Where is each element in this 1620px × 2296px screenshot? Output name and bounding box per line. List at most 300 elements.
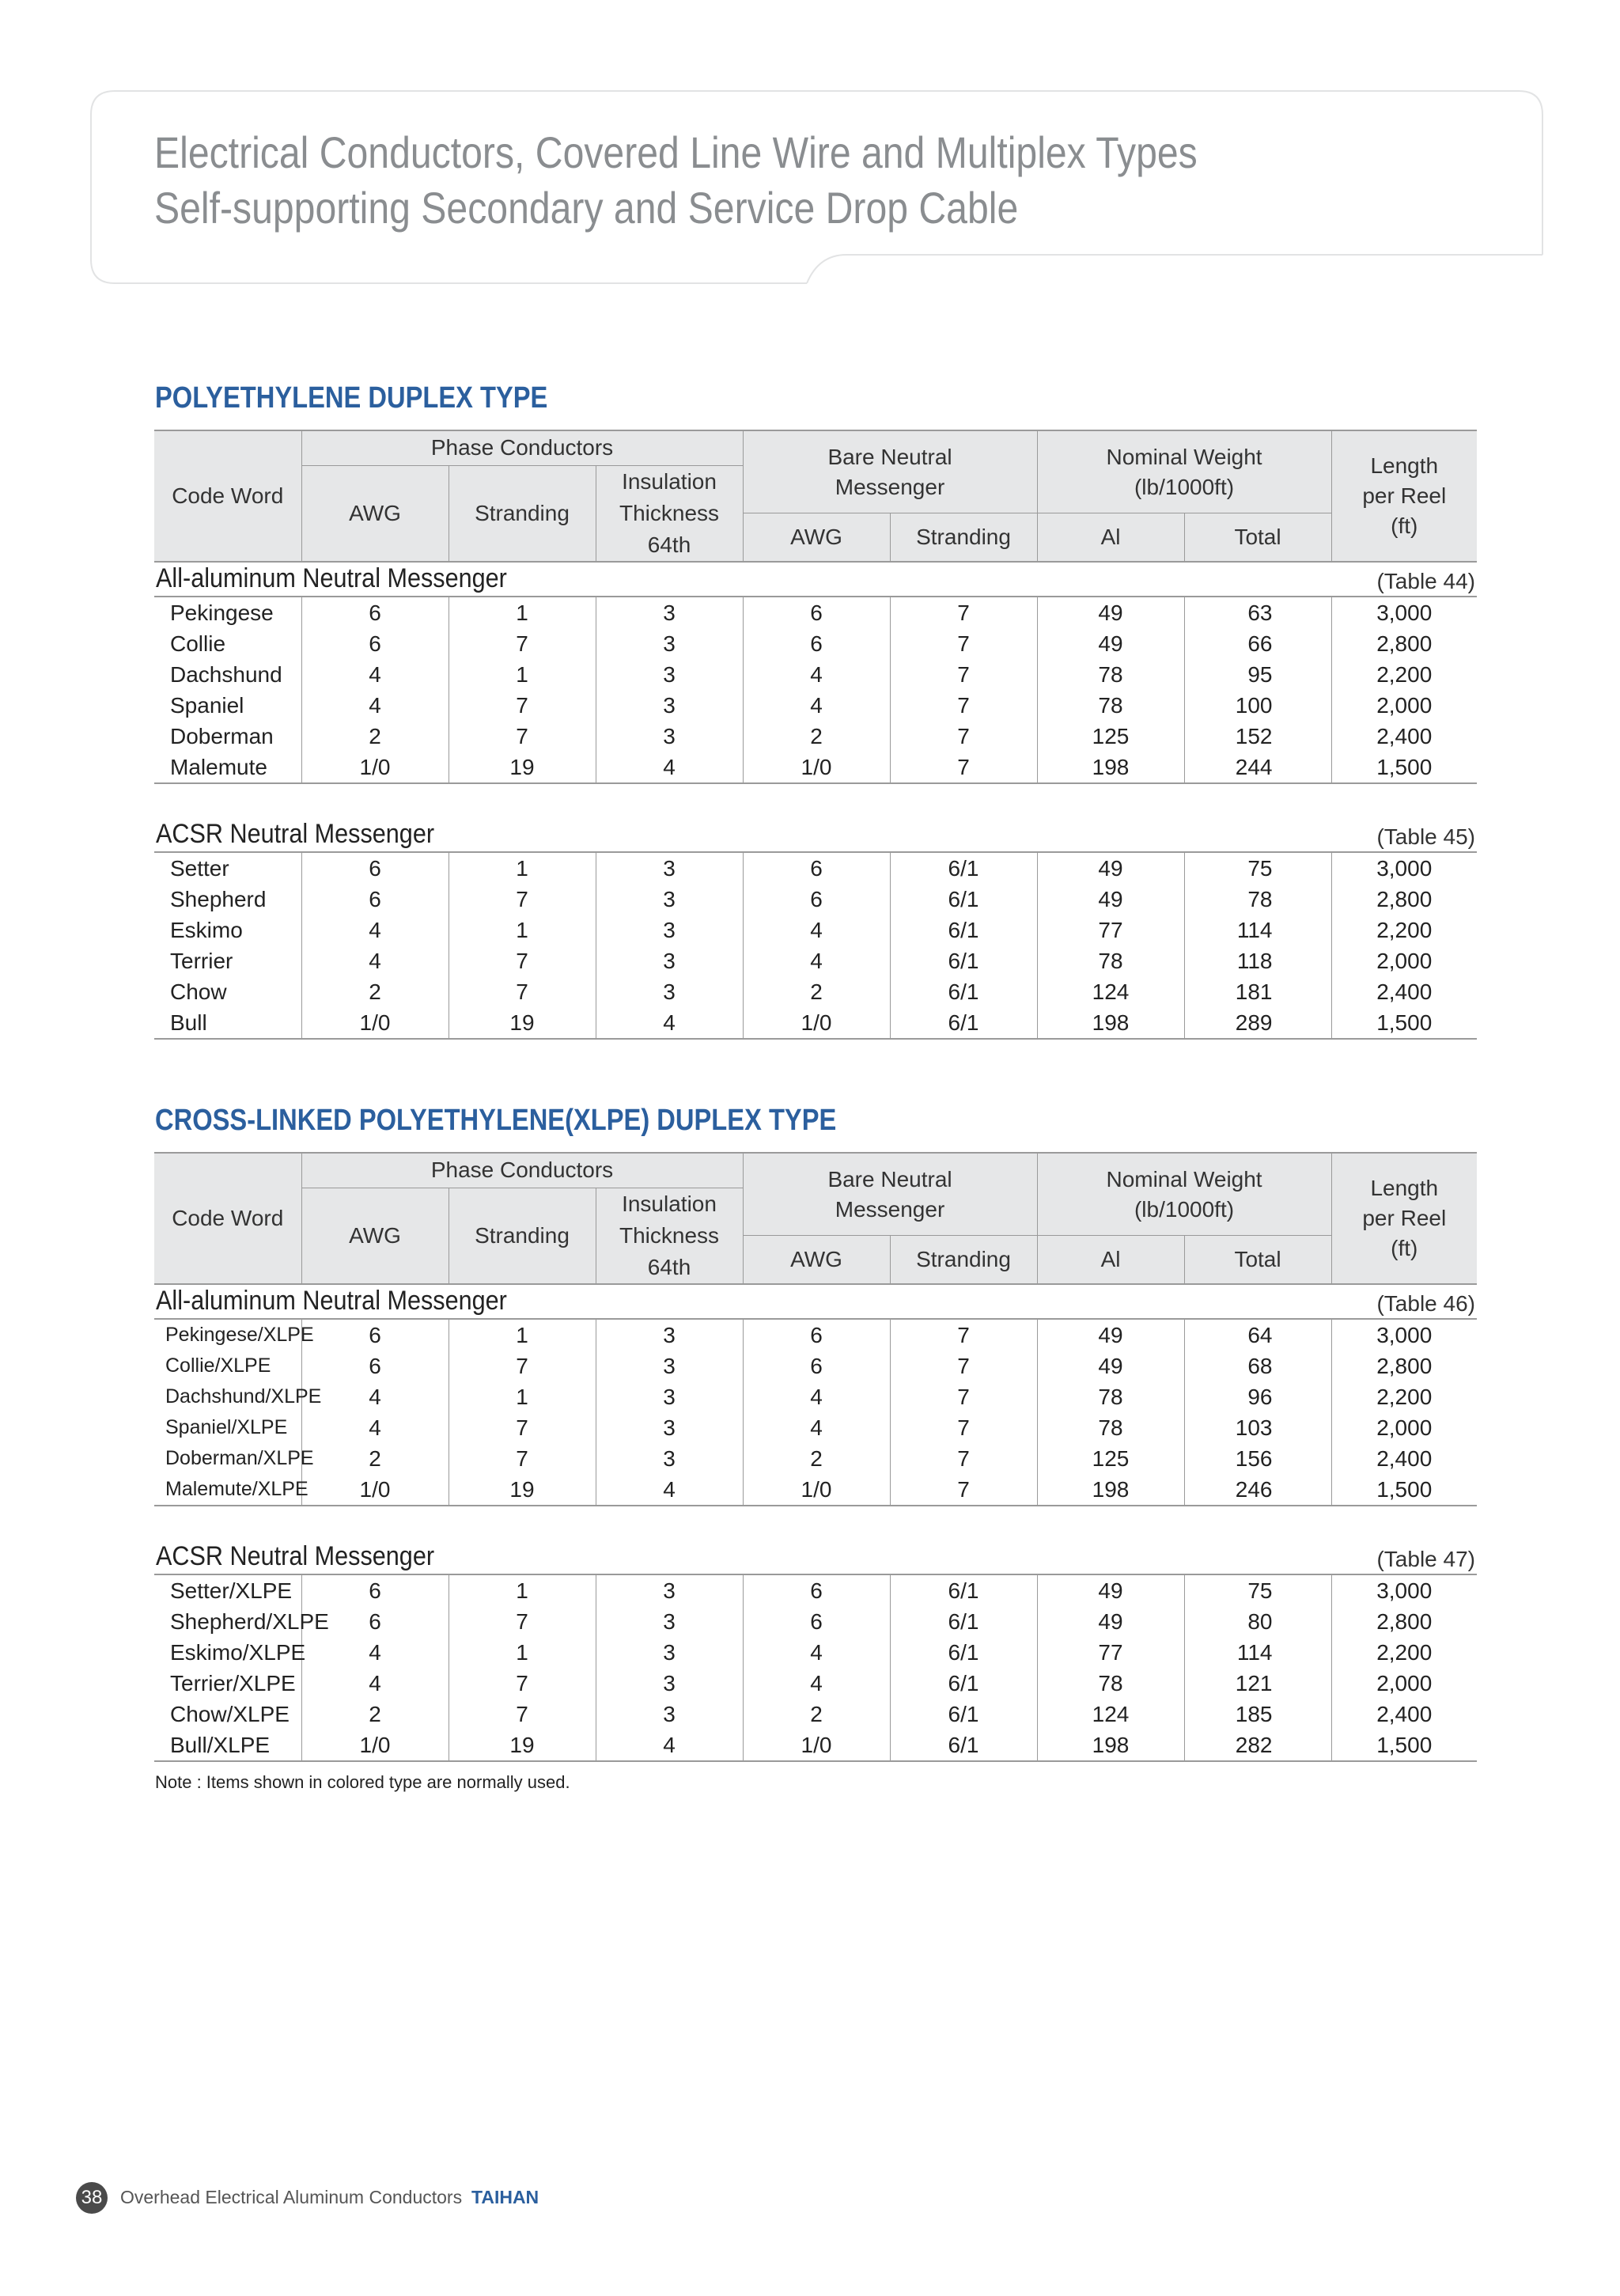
group-name: All-aluminum Neutral Messenger	[156, 563, 507, 593]
cell-length-per-reel: 3,000	[1331, 1574, 1477, 1606]
cell-messenger-stranding: 7	[890, 659, 1037, 690]
table-row	[154, 1730, 1477, 1761]
data-table-47	[154, 1574, 1477, 1762]
cell-weight-al: 49	[1037, 1606, 1184, 1637]
table-row	[154, 1007, 1477, 1039]
cell-length-per-reel: 2,200	[1331, 915, 1477, 945]
header-weight-total: Total	[1184, 1236, 1331, 1284]
cell-messenger-awg: 2	[743, 1443, 890, 1474]
cell-phase-stranding: 7	[449, 976, 596, 1007]
cell-code-word: Doberman/XLPE	[165, 1447, 314, 1469]
cell-length-per-reel: 1,500	[1331, 1007, 1477, 1039]
cell-messenger-awg: 1/0	[743, 1474, 890, 1506]
header-phase-conductors: Phase Conductors	[301, 1153, 743, 1188]
cell-phase-awg: 6	[301, 597, 449, 628]
cell-insulation-thickness: 3	[596, 1574, 743, 1606]
cell-code-word: Shepherd/XLPE	[170, 1609, 329, 1634]
cell-weight-total: 103	[1184, 1412, 1331, 1443]
cell-phase-stranding: 7	[449, 721, 596, 752]
cell-messenger-stranding: 7	[890, 1351, 1037, 1381]
table-row	[154, 721, 1477, 752]
cell-length-per-reel: 2,200	[1331, 659, 1477, 690]
header-bare-neutral-line-2: Messenger	[835, 1196, 945, 1222]
cell-insulation-thickness: 3	[596, 721, 743, 752]
cell-length-per-reel: 2,800	[1331, 1606, 1477, 1637]
cell-phase-awg: 1/0	[301, 1007, 449, 1039]
cell-phase-stranding: 19	[449, 752, 596, 783]
cell-messenger-awg: 2	[743, 976, 890, 1007]
header-length-line-2: per Reel	[1362, 483, 1447, 508]
cell-phase-stranding: 1	[449, 915, 596, 945]
cell-phase-stranding: 7	[449, 945, 596, 976]
header-length-line-2: per Reel	[1362, 1205, 1447, 1230]
table-row	[154, 752, 1477, 783]
cell-weight-total: 80	[1184, 1606, 1331, 1637]
cell-phase-awg: 6	[301, 1319, 449, 1351]
table-row	[154, 1443, 1477, 1474]
header-nominal-weight	[1037, 430, 1331, 513]
cell-insulation-thickness: 3	[596, 659, 743, 690]
cell-phase-awg: 4	[301, 690, 449, 721]
cell-messenger-stranding: 7	[890, 1412, 1037, 1443]
header-insulation-line-1: Insulation	[622, 1191, 717, 1216]
cell-weight-total: 114	[1184, 1637, 1331, 1668]
cell-weight-al: 198	[1037, 1730, 1184, 1761]
cell-insulation-thickness: 3	[596, 1637, 743, 1668]
cell-length-per-reel: 2,200	[1331, 1637, 1477, 1668]
cell-messenger-awg: 1/0	[743, 1730, 890, 1761]
cell-length-per-reel: 2,200	[1331, 1381, 1477, 1412]
cell-messenger-stranding: 6/1	[890, 945, 1037, 976]
header-messenger-awg: AWG	[743, 1236, 890, 1284]
footnote: Note : Items shown in colored type are normally used.	[155, 1772, 570, 1792]
cell-insulation-thickness: 3	[596, 628, 743, 659]
cell-phase-stranding: 7	[449, 628, 596, 659]
cell-code-word: Pekingese	[170, 601, 274, 625]
table-row	[154, 1606, 1477, 1637]
cell-messenger-stranding: 6/1	[890, 852, 1037, 884]
table-row	[154, 945, 1477, 976]
cell-messenger-awg: 4	[743, 1412, 890, 1443]
cell-weight-al: 78	[1037, 1412, 1184, 1443]
cell-length-per-reel: 3,000	[1331, 597, 1477, 628]
footer-brand: TAIHAN	[471, 2187, 539, 2207]
table-row	[154, 1319, 1477, 1351]
cell-weight-total: 118	[1184, 945, 1331, 976]
header-phase-awg: AWG	[301, 465, 449, 562]
cell-insulation-thickness: 3	[596, 884, 743, 915]
cell-weight-total: 282	[1184, 1730, 1331, 1761]
cell-code-word: Bull	[170, 1010, 207, 1035]
cell-insulation-thickness: 3	[596, 1699, 743, 1730]
table-reference: (Table 44)	[1376, 569, 1475, 593]
cell-phase-awg: 1/0	[301, 752, 449, 783]
cell-weight-al: 77	[1037, 1637, 1184, 1668]
cell-insulation-thickness: 4	[596, 1730, 743, 1761]
cell-phase-stranding: 7	[449, 1699, 596, 1730]
cell-phase-stranding: 7	[449, 690, 596, 721]
cell-phase-awg: 6	[301, 1351, 449, 1381]
cell-phase-stranding: 7	[449, 1668, 596, 1699]
cell-messenger-stranding: 6/1	[890, 976, 1037, 1007]
header-nominal-weight-line-2: (lb/1000ft)	[1134, 1196, 1235, 1222]
data-table-46	[154, 1318, 1477, 1506]
cell-code-word: Doberman	[170, 724, 274, 748]
cell-code-word: Pekingese/XLPE	[165, 1324, 314, 1346]
cell-weight-total: 121	[1184, 1668, 1331, 1699]
cell-messenger-stranding: 6/1	[890, 1699, 1037, 1730]
group-name: ACSR Neutral Messenger	[156, 1541, 435, 1571]
table-reference: (Table 46)	[1376, 1291, 1475, 1316]
cell-weight-total: 64	[1184, 1319, 1331, 1351]
header-bare-neutral-line-1: Bare Neutral	[827, 1166, 952, 1192]
cell-messenger-awg: 6	[743, 628, 890, 659]
cell-length-per-reel: 2,000	[1331, 1668, 1477, 1699]
header-weight-al: Al	[1037, 513, 1184, 562]
cell-phase-awg: 2	[301, 721, 449, 752]
cell-insulation-thickness: 3	[596, 1443, 743, 1474]
cell-phase-awg: 6	[301, 884, 449, 915]
cell-messenger-awg: 6	[743, 1351, 890, 1381]
footer-text: Overhead Electrical Aluminum Conductors	[120, 2187, 463, 2207]
cell-weight-al: 49	[1037, 884, 1184, 915]
cell-phase-stranding: 1	[449, 1574, 596, 1606]
cell-insulation-thickness: 3	[596, 1381, 743, 1412]
cell-length-per-reel: 2,800	[1331, 1351, 1477, 1381]
cell-code-word: Dachshund/XLPE	[165, 1385, 322, 1408]
cell-messenger-stranding: 7	[890, 1381, 1037, 1412]
cell-phase-stranding: 19	[449, 1007, 596, 1039]
cell-phase-awg: 4	[301, 945, 449, 976]
cell-messenger-stranding: 6/1	[890, 1606, 1037, 1637]
cell-phase-stranding: 1	[449, 597, 596, 628]
cell-phase-stranding: 1	[449, 659, 596, 690]
cell-code-word: Setter	[170, 856, 229, 881]
cell-messenger-awg: 4	[743, 945, 890, 976]
header-weight-al: Al	[1037, 1236, 1184, 1284]
cell-phase-stranding: 7	[449, 1443, 596, 1474]
cell-messenger-awg: 2	[743, 721, 890, 752]
cell-insulation-thickness: 3	[596, 976, 743, 1007]
table-header-polyethylene	[154, 430, 1477, 563]
header-phase-conductors: Phase Conductors	[301, 430, 743, 465]
cell-phase-awg: 4	[301, 659, 449, 690]
cell-weight-al: 49	[1037, 1319, 1184, 1351]
table-row	[154, 1412, 1477, 1443]
cell-weight-total: 246	[1184, 1474, 1331, 1506]
cell-code-word: Malemute	[170, 755, 267, 779]
cell-weight-total: 100	[1184, 690, 1331, 721]
cell-messenger-stranding: 7	[890, 1319, 1037, 1351]
subheading-table-45	[154, 815, 1477, 851]
group-name: All-aluminum Neutral Messenger	[156, 1286, 507, 1316]
header-phase-awg: AWG	[301, 1188, 449, 1284]
cell-length-per-reel: 1,500	[1331, 752, 1477, 783]
cell-code-word: Eskimo	[170, 918, 243, 942]
cell-length-per-reel: 3,000	[1331, 1319, 1477, 1351]
cell-messenger-stranding: 6/1	[890, 1574, 1037, 1606]
cell-phase-awg: 1/0	[301, 1474, 449, 1506]
cell-weight-total: 152	[1184, 721, 1331, 752]
cell-messenger-stranding: 6/1	[890, 1637, 1037, 1668]
header-length-line-3: (ft)	[1391, 1235, 1418, 1260]
table-reference: (Table 47)	[1376, 1547, 1475, 1571]
cell-code-word: Chow/XLPE	[170, 1702, 290, 1726]
cell-phase-awg: 2	[301, 1699, 449, 1730]
cell-phase-awg: 2	[301, 1443, 449, 1474]
cell-messenger-awg: 1/0	[743, 1007, 890, 1039]
cell-phase-awg: 4	[301, 1381, 449, 1412]
header-length-per-reel	[1331, 430, 1477, 562]
cell-messenger-stranding: 7	[890, 721, 1037, 752]
cell-weight-al: 78	[1037, 1668, 1184, 1699]
table-row	[154, 915, 1477, 945]
cell-phase-awg: 4	[301, 1412, 449, 1443]
cell-weight-total: 185	[1184, 1699, 1331, 1730]
cell-phase-awg: 4	[301, 915, 449, 945]
cell-messenger-awg: 4	[743, 690, 890, 721]
header-insulation-thickness	[596, 1188, 743, 1284]
cell-weight-al: 198	[1037, 1007, 1184, 1039]
cell-phase-stranding: 7	[449, 1606, 596, 1637]
header-messenger-awg: AWG	[743, 513, 890, 562]
header-length-line-3: (ft)	[1391, 513, 1418, 538]
cell-weight-total: 95	[1184, 659, 1331, 690]
cell-messenger-stranding: 6/1	[890, 1730, 1037, 1761]
cell-phase-stranding: 1	[449, 1381, 596, 1412]
cell-length-per-reel: 2,400	[1331, 976, 1477, 1007]
header-nominal-weight	[1037, 1153, 1331, 1236]
cell-phase-awg: 6	[301, 1574, 449, 1606]
cell-weight-total: 114	[1184, 915, 1331, 945]
cell-weight-al: 78	[1037, 945, 1184, 976]
cell-messenger-stranding: 7	[890, 597, 1037, 628]
cell-weight-total: 78	[1184, 884, 1331, 915]
cell-messenger-stranding: 6/1	[890, 884, 1037, 915]
cell-code-word: Spaniel	[170, 693, 244, 718]
cell-phase-stranding: 19	[449, 1730, 596, 1761]
subheading-table-47	[154, 1537, 1477, 1574]
cell-weight-total: 75	[1184, 1574, 1331, 1606]
cell-messenger-stranding: 7	[890, 690, 1037, 721]
section-title-xlpe: CROSS-LINKED POLYETHYLENE(XLPE) DUPLEX TYPE	[155, 1104, 837, 1137]
cell-code-word: Terrier/XLPE	[170, 1671, 296, 1695]
cell-weight-total: 63	[1184, 597, 1331, 628]
cell-weight-al: 77	[1037, 915, 1184, 945]
table-row	[154, 1637, 1477, 1668]
page-number: 38	[76, 2182, 108, 2214]
cell-phase-stranding: 19	[449, 1474, 596, 1506]
page-title	[154, 125, 1198, 236]
header-bare-neutral	[743, 430, 1037, 513]
cell-length-per-reel: 2,400	[1331, 1699, 1477, 1730]
cell-weight-al: 78	[1037, 690, 1184, 721]
cell-insulation-thickness: 3	[596, 945, 743, 976]
cell-weight-total: 156	[1184, 1443, 1331, 1474]
cell-phase-awg: 2	[301, 976, 449, 1007]
cell-code-word: Shepherd	[170, 887, 267, 911]
cell-insulation-thickness: 3	[596, 915, 743, 945]
cell-code-word: Eskimo/XLPE	[170, 1640, 306, 1665]
table-row	[154, 884, 1477, 915]
table-row	[154, 1381, 1477, 1412]
table-row	[154, 1474, 1477, 1506]
cell-messenger-stranding: 7	[890, 1443, 1037, 1474]
cell-messenger-awg: 1/0	[743, 752, 890, 783]
cell-weight-al: 49	[1037, 852, 1184, 884]
table-row	[154, 1574, 1477, 1606]
cell-code-word: Collie/XLPE	[165, 1354, 271, 1377]
cell-weight-al: 78	[1037, 659, 1184, 690]
cell-phase-awg: 1/0	[301, 1730, 449, 1761]
table-header-xlpe	[154, 1152, 1477, 1285]
cell-insulation-thickness: 3	[596, 690, 743, 721]
cell-code-word: Spaniel/XLPE	[165, 1416, 288, 1438]
cell-messenger-awg: 6	[743, 1319, 890, 1351]
cell-weight-al: 124	[1037, 976, 1184, 1007]
cell-messenger-awg: 6	[743, 1574, 890, 1606]
cell-insulation-thickness: 3	[596, 1319, 743, 1351]
cell-messenger-stranding: 7	[890, 752, 1037, 783]
cell-weight-total: 181	[1184, 976, 1331, 1007]
data-table-45	[154, 851, 1477, 1040]
cell-messenger-awg: 4	[743, 1637, 890, 1668]
cell-phase-awg: 6	[301, 1606, 449, 1637]
cell-phase-stranding: 1	[449, 1637, 596, 1668]
cell-messenger-stranding: 6/1	[890, 915, 1037, 945]
cell-weight-total: 66	[1184, 628, 1331, 659]
cell-insulation-thickness: 3	[596, 1351, 743, 1381]
cell-insulation-thickness: 4	[596, 1007, 743, 1039]
table-row	[154, 628, 1477, 659]
data-table-44	[154, 596, 1477, 784]
cell-messenger-stranding: 7	[890, 1474, 1037, 1506]
cell-length-per-reel: 1,500	[1331, 1474, 1477, 1506]
cell-phase-awg: 4	[301, 1668, 449, 1699]
cell-insulation-thickness: 3	[596, 1606, 743, 1637]
page-title-line-1: Electrical Conductors, Covered Line Wire and Multiplex Types	[154, 127, 1198, 177]
cell-insulation-thickness: 3	[596, 1668, 743, 1699]
cell-weight-al: 198	[1037, 1474, 1184, 1506]
cell-messenger-awg: 6	[743, 852, 890, 884]
cell-weight-al: 125	[1037, 721, 1184, 752]
header-code-word: Code Word	[172, 1205, 284, 1230]
subheading-table-46	[154, 1282, 1477, 1318]
cell-insulation-thickness: 3	[596, 1412, 743, 1443]
cell-weight-al: 198	[1037, 752, 1184, 783]
cell-messenger-awg: 6	[743, 1606, 890, 1637]
cell-length-per-reel: 3,000	[1331, 852, 1477, 884]
cell-insulation-thickness: 3	[596, 597, 743, 628]
cell-messenger-awg: 4	[743, 1381, 890, 1412]
header-length-line-1: Length	[1370, 1175, 1439, 1200]
cell-code-word: Setter/XLPE	[170, 1578, 293, 1603]
cell-phase-stranding: 1	[449, 1319, 596, 1351]
cell-length-per-reel: 2,800	[1331, 628, 1477, 659]
page-title-line-2: Self-supporting Secondary and Service Drop Cable	[154, 183, 1019, 233]
table-row	[154, 1699, 1477, 1730]
cell-weight-al: 49	[1037, 1351, 1184, 1381]
cell-insulation-thickness: 3	[596, 852, 743, 884]
cell-code-word: Chow	[170, 979, 227, 1004]
table-reference: (Table 45)	[1376, 824, 1475, 849]
cell-messenger-stranding: 7	[890, 628, 1037, 659]
cell-code-word: Dachshund	[170, 662, 282, 687]
table-row	[154, 690, 1477, 721]
header-nominal-weight-line-2: (lb/1000ft)	[1134, 474, 1235, 499]
cell-phase-stranding: 7	[449, 884, 596, 915]
cell-insulation-thickness: 4	[596, 1474, 743, 1506]
cell-phase-stranding: 7	[449, 1351, 596, 1381]
cell-phase-stranding: 7	[449, 1412, 596, 1443]
header-weight-total: Total	[1184, 513, 1331, 562]
cell-weight-total: 68	[1184, 1351, 1331, 1381]
table-row	[154, 976, 1477, 1007]
header-insulation-line-2: Thickness 64th	[619, 500, 720, 557]
cell-insulation-thickness: 4	[596, 752, 743, 783]
table-row	[154, 852, 1477, 884]
header-insulation-line-1: Insulation	[622, 468, 717, 494]
cell-code-word: Malemute/XLPE	[165, 1478, 308, 1500]
table-row	[154, 597, 1477, 628]
cell-messenger-awg: 4	[743, 659, 890, 690]
cell-weight-total: 289	[1184, 1007, 1331, 1039]
cell-length-per-reel: 2,400	[1331, 1443, 1477, 1474]
subheading-table-44	[154, 559, 1477, 596]
cell-phase-awg: 4	[301, 1637, 449, 1668]
cell-code-word: Bull/XLPE	[170, 1733, 271, 1757]
table-row	[154, 659, 1477, 690]
cell-phase-awg: 6	[301, 628, 449, 659]
header-bare-neutral-line-2: Messenger	[835, 474, 945, 499]
cell-messenger-awg: 2	[743, 1699, 890, 1730]
cell-messenger-awg: 4	[743, 1668, 890, 1699]
cell-messenger-awg: 6	[743, 597, 890, 628]
cell-messenger-stranding: 6/1	[890, 1668, 1037, 1699]
cell-phase-stranding: 1	[449, 852, 596, 884]
cell-weight-al: 49	[1037, 628, 1184, 659]
group-name: ACSR Neutral Messenger	[156, 819, 435, 849]
cell-weight-total: 244	[1184, 752, 1331, 783]
header-messenger-stranding: Stranding	[890, 1236, 1037, 1284]
cell-weight-total: 96	[1184, 1381, 1331, 1412]
cell-weight-total: 75	[1184, 852, 1331, 884]
cell-phase-awg: 6	[301, 852, 449, 884]
header-code-word: Code Word	[172, 483, 284, 508]
cell-weight-al: 49	[1037, 1574, 1184, 1606]
cell-weight-al: 78	[1037, 1381, 1184, 1412]
cell-length-per-reel: 2,000	[1331, 1412, 1477, 1443]
cell-messenger-awg: 6	[743, 884, 890, 915]
table-row	[154, 1351, 1477, 1381]
header-nominal-weight-line-1: Nominal Weight	[1106, 1166, 1262, 1192]
table-row	[154, 1668, 1477, 1699]
header-nominal-weight-line-1: Nominal Weight	[1106, 444, 1262, 469]
header-phase-stranding: Stranding	[449, 465, 596, 562]
header-bare-neutral	[743, 1153, 1037, 1236]
cell-weight-al: 124	[1037, 1699, 1184, 1730]
header-insulation-thickness	[596, 465, 743, 562]
header-length-line-1: Length	[1370, 453, 1439, 478]
header-bare-neutral-line-1: Bare Neutral	[827, 444, 952, 469]
cell-length-per-reel: 2,400	[1331, 721, 1477, 752]
cell-messenger-awg: 4	[743, 915, 890, 945]
header-length-per-reel	[1331, 1153, 1477, 1284]
section-title-polyethylene: POLYETHYLENE DUPLEX TYPE	[155, 381, 548, 415]
header-insulation-line-2: Thickness 64th	[619, 1222, 720, 1279]
cell-code-word: Collie	[170, 631, 226, 656]
cell-weight-al: 49	[1037, 597, 1184, 628]
